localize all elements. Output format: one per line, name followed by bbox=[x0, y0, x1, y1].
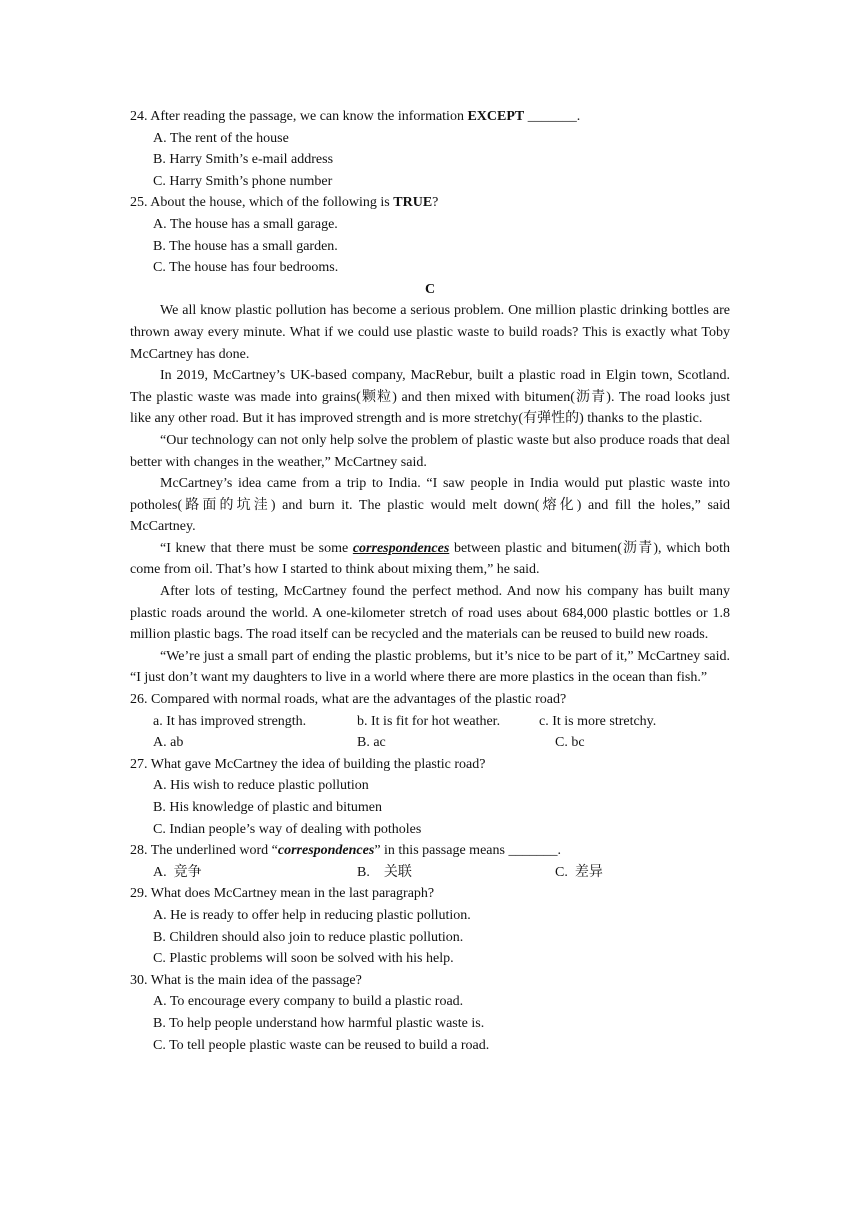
option-29-c: C. Plastic problems will soon be solved with his help. bbox=[153, 951, 454, 967]
option-27-a: A. His wish to reduce plastic pollution bbox=[153, 778, 369, 794]
exam-page bbox=[130, 106, 730, 1056]
question-27-stem: 27. What gave McCartney the idea of building the plastic road? bbox=[130, 756, 486, 772]
section-title: C bbox=[424, 281, 436, 297]
passage-paragraph-2: In 2019, McCartney’s UK-based company, MacRebur, built a plastic road in Elgin town, Scotland. The plastic waste was made into grains(颗粒) and then mixed with bitumen(沥青). The road looks just like any other road. But it has improved strength and is more stretchy(有弹性的) thanks to the plastic. bbox=[130, 368, 730, 427]
passage-paragraph-5: “I knew that there must be some correspondences between plastic and bitumen(沥青), which both come from oil. That’s how I started to think about mixing them,” he said. bbox=[130, 540, 730, 578]
passage-paragraph-1: We all know plastic pollution has become a serious problem. One million plastic drinking bottles are thrown away every minute. What if we could use plastic waste to build roads? This is exactly what Toby McCartney has done. bbox=[130, 303, 730, 362]
passage-paragraph-3: “Our technology can not only help solve the problem of plastic waste but also produce roads that deal better with changes in the weather,” McCartney said. bbox=[130, 432, 730, 470]
question-26-stem: 26. Compared with normal roads, what are the advantages of the plastic road? bbox=[130, 692, 567, 708]
passage-paragraph-6: After lots of testing, McCartney found the perfect method. And now his company has built many plastic roads around the world. A one-kilometer stretch of road uses about 684,000 plastic bottles or 1.8 million plastic bags. The road itself can be recycled and the materials can be reused to build new roads. bbox=[130, 584, 730, 643]
statement-26-b: b. It is fit for hot weather. bbox=[357, 713, 501, 729]
question-29-stem: 29. What does McCartney mean in the last paragraph? bbox=[130, 886, 435, 902]
statement-26-a: a. It has improved strength. bbox=[153, 713, 307, 729]
option-28-b: B. 关联 bbox=[357, 864, 412, 880]
passage-paragraph-7: “We’re just a small part of ending the plastic problems, but it’s nice to be part of it,” McCartney said. “I just don’t want my daughters to live in a world where there are more plastics in the ocean than fish.” bbox=[130, 648, 730, 686]
question-29 bbox=[130, 883, 730, 969]
statement-26-c: c. It is more stretchy. bbox=[539, 713, 657, 729]
option-24-a: A. The rent of the house bbox=[153, 130, 289, 146]
option-30-b: B. To help people understand how harmful plastic waste is. bbox=[153, 1015, 485, 1031]
question-26-statements bbox=[130, 711, 730, 733]
question-28 bbox=[130, 840, 730, 883]
option-26-a: A. ab bbox=[153, 735, 184, 751]
option-25-b: B. The house has a small garden. bbox=[153, 238, 338, 254]
option-28-c: C. 差异 bbox=[555, 864, 603, 880]
question-30-stem: 30. What is the main idea of the passage? bbox=[130, 972, 362, 988]
question-25 bbox=[130, 192, 730, 278]
question-28-options bbox=[130, 862, 730, 884]
question-30 bbox=[130, 970, 730, 1056]
option-26-b: B. ac bbox=[357, 735, 386, 751]
option-28-a: A. 竞争 bbox=[153, 864, 202, 880]
option-25-a: A. The house has a small garage. bbox=[153, 216, 338, 232]
underlined-word: correspondences bbox=[352, 540, 450, 556]
question-26 bbox=[130, 689, 730, 754]
option-30-a: A. To encourage every company to build a plastic road. bbox=[153, 994, 464, 1010]
question-27 bbox=[130, 754, 730, 840]
option-24-b: B. Harry Smith’s e-mail address bbox=[153, 152, 334, 168]
option-27-c: C. Indian people’s way of dealing with potholes bbox=[153, 821, 422, 837]
option-29-b: B. Children should also join to reduce plastic pollution. bbox=[153, 929, 464, 945]
option-24-c: C. Harry Smith’s phone number bbox=[153, 173, 333, 189]
question-24 bbox=[130, 106, 730, 192]
option-27-b: B. His knowledge of plastic and bitumen bbox=[153, 800, 383, 815]
question-24-stem: 24. After reading the passage, we can know the information EXCEPT _______. bbox=[130, 109, 581, 124]
question-25-stem: 25. About the house, which of the following is TRUE? bbox=[130, 195, 439, 211]
option-29-a: A. He is ready to offer help in reducing plastic pollution. bbox=[153, 907, 471, 923]
option-30-c: C. To tell people plastic waste can be reused to build a road. bbox=[153, 1037, 490, 1053]
option-26-c: C. bc bbox=[555, 735, 585, 751]
question-26-options bbox=[130, 732, 730, 754]
question-28-stem: 28. The underlined word “correspondences” in this passage means _______. bbox=[130, 843, 561, 859]
question-28-word: correspondences bbox=[277, 843, 375, 859]
option-25-c: C. The house has four bedrooms. bbox=[153, 260, 339, 276]
passage-paragraph-4: McCartney’s idea came from a trip to India. “I saw people in India would put plastic waste into potholes(路面的坑洼) and burn it. The plastic would melt down(熔化) and fill the holes,” said McCartney. bbox=[130, 476, 730, 535]
passage bbox=[130, 300, 730, 689]
